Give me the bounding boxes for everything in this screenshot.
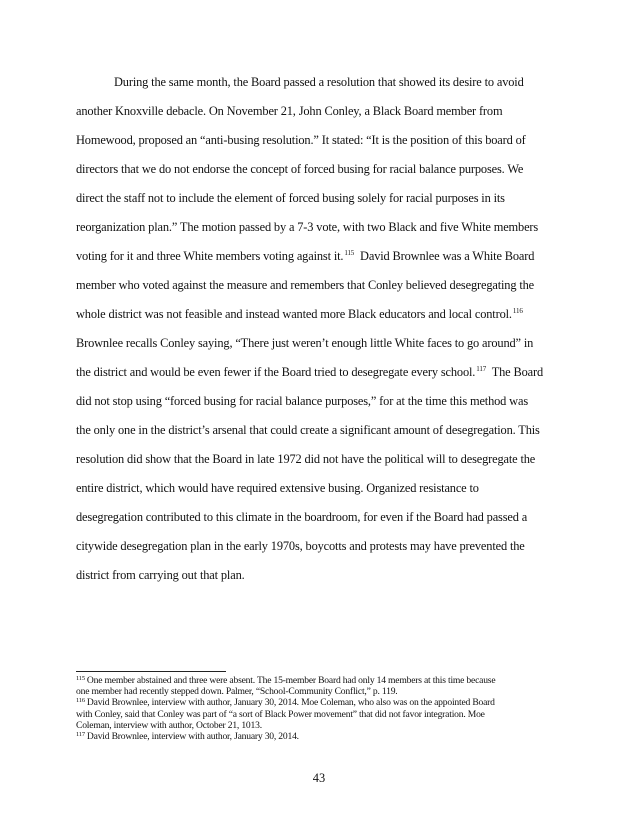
footnote-number: 117: [76, 731, 85, 739]
footnote-line: [76, 697, 566, 708]
footnote-line: one member had recently stepped down. Palmer, “School-Community Conflict,” p. 119.: [76, 686, 398, 698]
page-number: 43: [312, 771, 326, 785]
text-line: [76, 242, 566, 271]
footnote-text: David Brownlee, interview with author, January 30, 2014. Moe Coleman, who also was on the appointed Board: [86, 697, 495, 709]
footnote-reference-117[interactable]: 117: [476, 365, 487, 373]
text-line: another Knoxville debacle. On November 21, John Conley, a Black Board member from: [76, 104, 503, 118]
text-line: reorganization plan.” The motion passed by a 7-3 vote, with two Black and five White members: [76, 220, 539, 234]
text-segment: whole district was not feasible and instead wanted more Black educators and local control.: [76, 307, 512, 321]
text-line: resolution did show that the Board in late 1972 did not have the political will to desegregate the: [76, 452, 536, 466]
text-line: Homewood, proposed an “anti-busing resolution.” It stated: “It is the position of this board of: [76, 133, 526, 147]
text-line: [76, 358, 566, 387]
text-line: During the same month, the Board passed a resolution that showed its desire to avoid: [114, 75, 524, 89]
body-paragraph: [76, 68, 566, 590]
text-segment: David Brownlee was a White Board: [354, 249, 535, 263]
text-line: entire district, which would have required extensive busing. Organized resistance to: [76, 481, 479, 495]
text-line: the only one in the district’s arsenal that could create a significant amount of desegregation. This: [76, 423, 540, 437]
footnote-number: 115: [76, 675, 85, 682]
text-line: district from carrying out that plan.: [76, 568, 245, 582]
footnote-text: David Brownlee, interview with author, January 30, 2014.: [86, 731, 299, 743]
footnote-line: [76, 731, 566, 742]
footnote-116: [76, 697, 566, 731]
text-line: did not stop using “forced busing for racial balance purposes,” for at the time this method was: [76, 394, 528, 408]
footnote-line: [76, 675, 566, 686]
text-line: [76, 300, 566, 329]
footnote-text: One member abstained and three were absent. The 15-member Board had only 14 members at this time because: [86, 675, 496, 686]
text-segment: the district and would be even fewer if the Board tried to desegregate every school.: [76, 365, 476, 379]
text-segment: voting for it and three White members voting against it.: [76, 249, 344, 263]
text-line: desegregation contributed to this climate in the boardroom, for even if the Board had passed a: [76, 510, 528, 524]
text-line: member who voted against the measure and remembers that Conley believed desegregating the: [76, 278, 535, 292]
footnote-line: Coleman, interview with author, October 21, 1013.: [76, 719, 262, 731]
text-line: direct the staff not to include the element of forced busing solely for racial purposes in its: [76, 191, 505, 205]
text-line: Brownlee recalls Conley saying, “There just weren’t enough little White faces to go around” in: [76, 336, 534, 350]
footnotes: [76, 675, 566, 742]
text-line: directors that we do not endorse the concept of forced busing for racial balance purposes. We: [76, 162, 524, 176]
text-segment: The Board: [486, 365, 544, 379]
footnote-line: with Conley, said that Conley was part of “a sort of Black Power movement” that did not favor integration. Moe: [76, 708, 485, 720]
text-line: citywide desegregation plan in the early 1970s, boycotts and protests may have prevented the: [76, 539, 525, 553]
footnote-reference-116[interactable]: 116: [512, 307, 523, 315]
footnote-separator: [76, 671, 226, 672]
footnote-reference-115[interactable]: 115: [344, 249, 355, 257]
footnote-115: [76, 675, 566, 697]
footnote-117: [76, 731, 566, 742]
footnote-number: 116: [76, 697, 85, 705]
